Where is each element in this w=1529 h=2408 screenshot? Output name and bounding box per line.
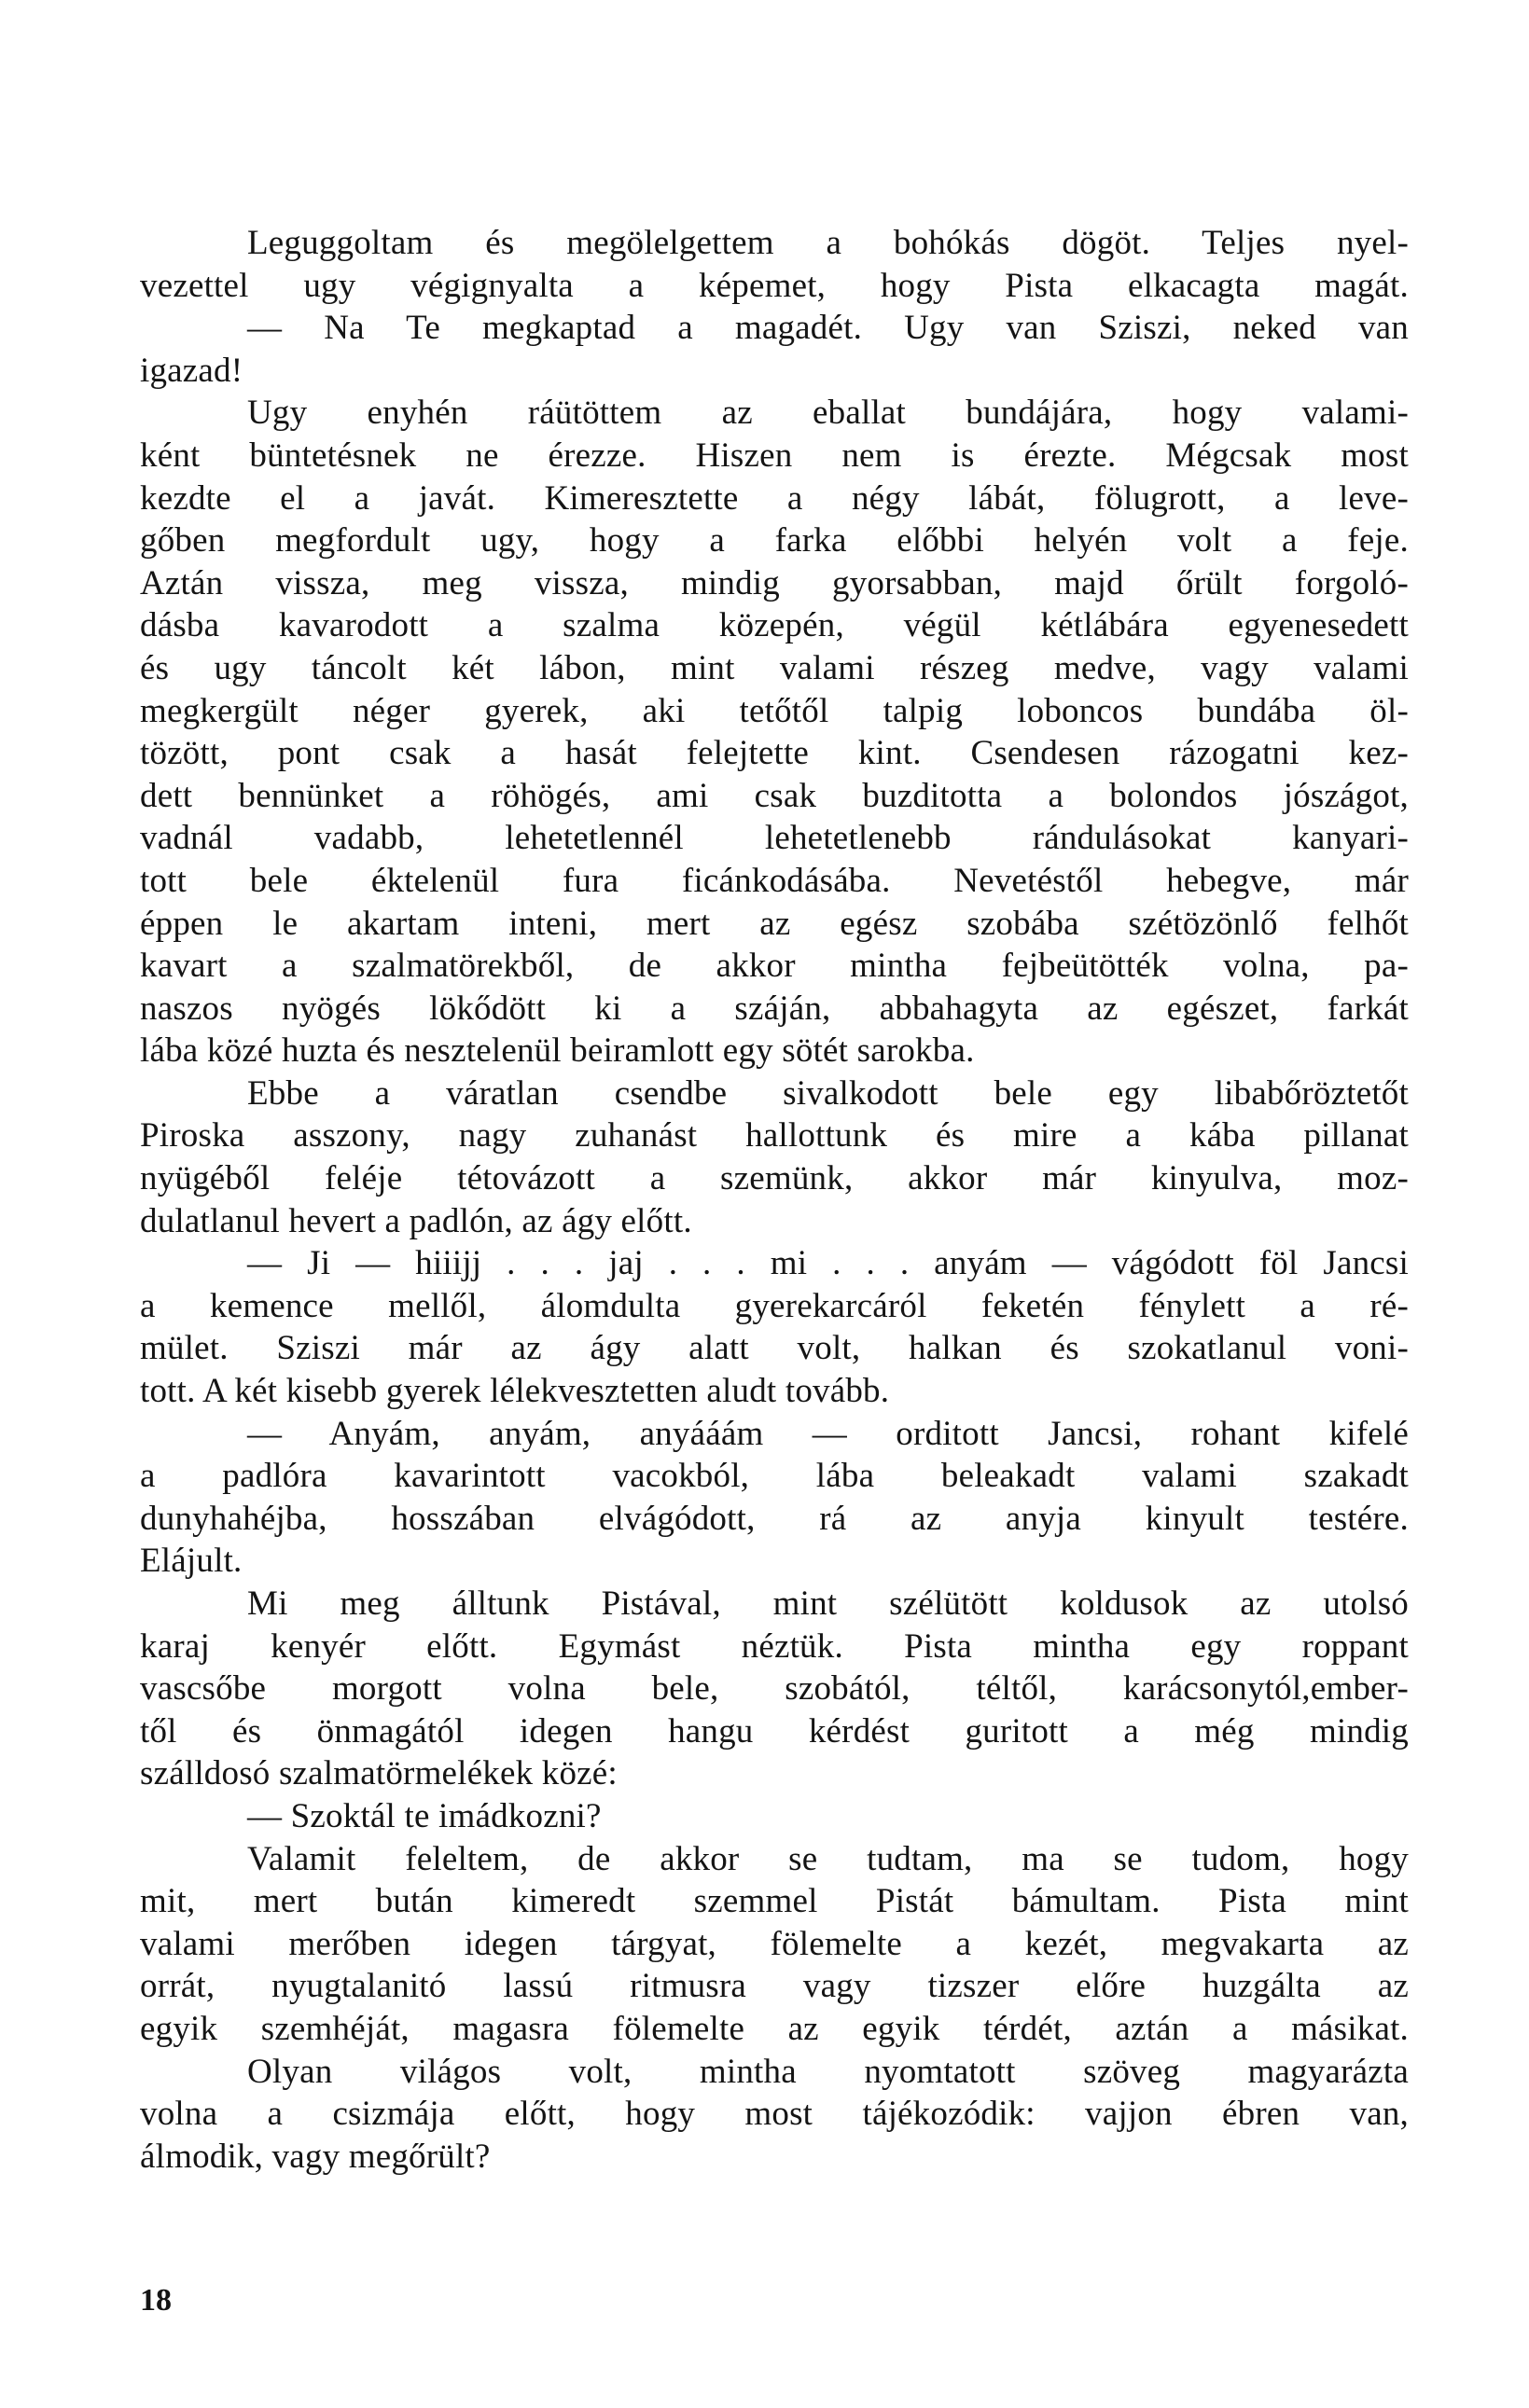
text-line: megkergült néger gyerek, aki tetőtől talpig loboncos bundába öl- <box>140 691 1409 730</box>
text-line: dulatlanul hevert a padlón, az ágy előtt. <box>140 1201 692 1240</box>
text-line: orrát, nyugtalanitó lassú ritmusra vagy tizszer előre huzgálta az <box>140 1967 1409 2006</box>
text-line: — Anyám, anyám, anyááám — orditott Jancsi, rohant kifelé <box>247 1414 1409 1453</box>
text-line: Valamit feleltem, de akkor se tudtam, ma se tudom, hogy <box>247 1839 1409 1878</box>
text-line: kavart a szalmatörekből, de akkor mintha fejbeütötték volna, pa- <box>140 947 1409 986</box>
text-line: dásba kavarodott a szalma közepén, végül kétlábára egyenesedett <box>140 606 1409 645</box>
text-line: karaj kenyér előtt. Egymást néztük. Pista mintha egy roppant <box>140 1626 1409 1666</box>
text-line: valami merőben idegen tárgyat, fölemelte a kezét, megvakarta az <box>140 1924 1409 1963</box>
text-line: Piroska asszony, nagy zuhanást hallottunk és mire a kába pillanat <box>140 1116 1409 1156</box>
text-line: Mi meg álltunk Pistával, mint szélütött koldusok az utolsó <box>247 1585 1409 1623</box>
text-line: — Szoktál te imádkozni? <box>247 1796 602 1835</box>
body-text <box>140 222 1409 2178</box>
text-line: lába közé huzta és nesztelenül beiramlott egy sötét sarokba. <box>140 1031 975 1071</box>
page-number: 18 <box>140 2283 172 2318</box>
text-line: mit, mert bután kimeredt szemmel Pistát bámultam. Pista mint <box>140 1882 1409 1921</box>
text-line: tözött, pont csak a hasát felejtette kint. Csendesen rázogatni kez- <box>140 734 1409 773</box>
text-line: ként büntetésnek ne érezze. Hiszen nem is érezte. Mégcsak most <box>140 436 1409 475</box>
text-line: Elájult. <box>140 1542 243 1581</box>
text-line: gőben megfordult ugy, hogy a farka előbbi helyén volt a feje. <box>140 521 1409 560</box>
text-line: éppen le akartam inteni, mert az egész szobába szétözönlő felhőt <box>140 904 1409 943</box>
text-line: a kemence mellől, álomdulta gyerekarcáról feketén fénylett a ré- <box>140 1286 1409 1325</box>
text-line: és ugy táncolt két lábon, mint valami részeg medve, vagy valami <box>140 648 1409 687</box>
text-line: naszos nyögés lökődött ki a száján, abbahagyta az egészet, farkát <box>140 989 1409 1028</box>
text-line: től és önmagától idegen hangu kérdést guritott a még mindig <box>140 1711 1409 1751</box>
text-line: Ebbe a váratlan csendbe sivalkodott bele egy libabőröztetőt <box>247 1073 1409 1113</box>
text-line: vezettel ugy végignyalta a képemet, hogy Pista elkacagta magát. <box>140 266 1409 305</box>
text-line: a padlóra kavarintott vacokból, lába beleakadt valami szakadt <box>140 1457 1409 1496</box>
text-line: nyügéből feléje tétovázott a szemünk, akkor már kinyulva, moz- <box>140 1159 1409 1198</box>
text-line: dunyhahéjba, hosszában elvágódott, rá az anyja kinyult testére. <box>140 1499 1409 1538</box>
text-line: mület. Sziszi már az ágy alatt volt, halkan és szokatlanul voni- <box>140 1329 1409 1368</box>
text-line: tott. A két kisebb gyerek lélekvesztetten aludt tovább. <box>140 1372 890 1411</box>
text-line: Olyan világos volt, mintha nyomtatott szöveg magyarázta <box>247 2052 1409 2091</box>
text-line: Leguggoltam és megölelgettem a bohókás dögöt. Teljes nyel- <box>247 224 1409 262</box>
text-line: szálldosó szalmatörmelékek közé: <box>140 1754 618 1793</box>
text-line: kezdte el a javát. Kimeresztette a négy lábát, fölugrott, a leve- <box>140 478 1409 518</box>
text-line: Aztán vissza, meg vissza, mindig gyorsabban, majd őrült forgoló- <box>140 563 1409 602</box>
text-line: tott bele éktelenül fura ficánkodásába. Nevetéstől hebegve, már <box>140 861 1409 900</box>
text-line: — Na Te megkaptad a magadét. Ugy van Sziszi, neked van <box>247 309 1409 348</box>
text-line: volna a csizmája előtt, hogy most tájékozódik: vajjon ébren van, <box>140 2095 1409 2134</box>
text-line: dett bennünket a röhögés, ami csak buzditotta a bolondos jószágot, <box>140 776 1409 815</box>
text-line: vadnál vadabb, lehetetlennél lehetetlenebb rándulásokat kanyari- <box>140 819 1409 858</box>
text-line: igazad! <box>140 351 243 390</box>
text-line: — Ji — hiiijj . . . jaj . . . mi . . . anyám — vágódott föl Jancsi <box>247 1244 1409 1283</box>
text-line: egyik szemhéját, magasra fölemelte az egyik térdét, aztán a másikat. <box>140 2009 1409 2048</box>
text-line: vascsőbe morgott volna bele, szobától, téltől, karácsonytól,ember- <box>140 1669 1409 1709</box>
text-line: álmodik, vagy megőrült? <box>140 2137 491 2176</box>
text-line: Ugy enyhén ráütöttem az eballat bundájára, hogy valami- <box>247 394 1409 433</box>
